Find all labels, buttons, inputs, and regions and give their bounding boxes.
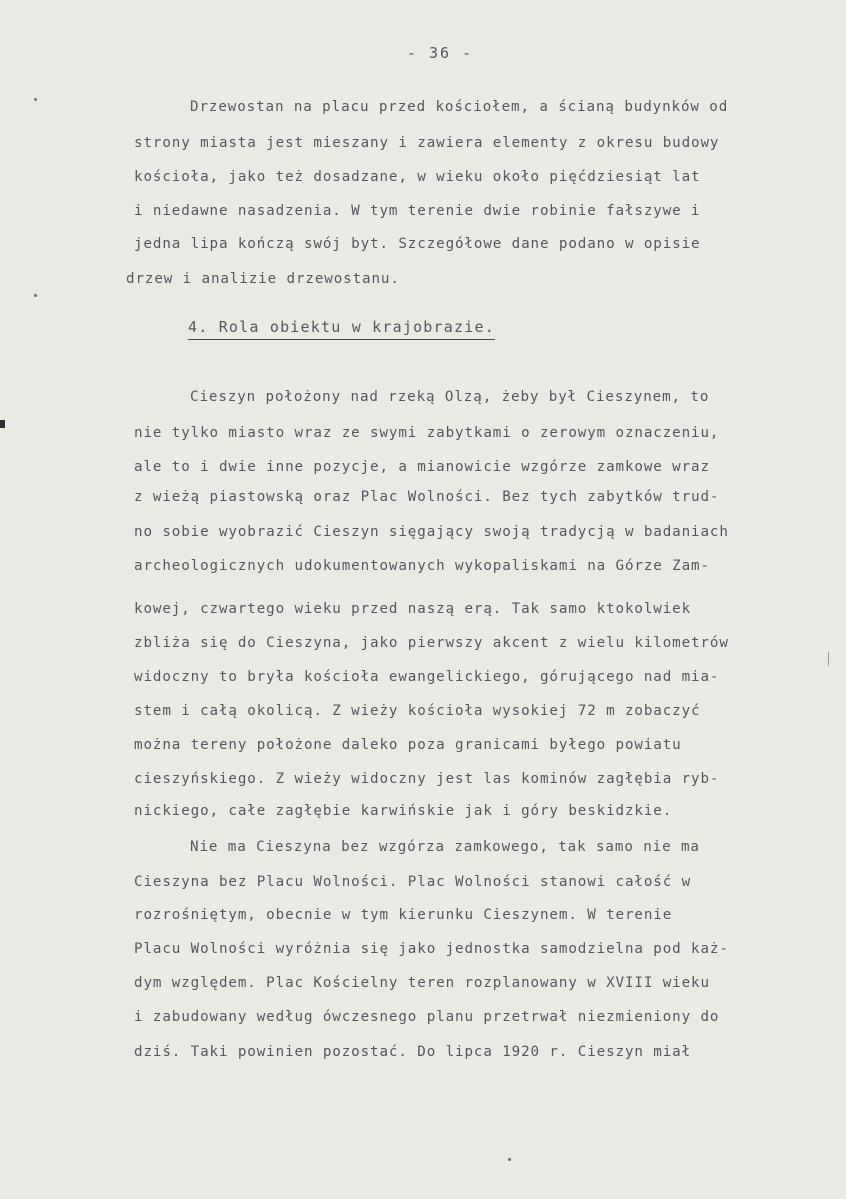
- scan-speck: [508, 1158, 511, 1161]
- paragraph1-line: strony miasta jest mieszany i zawiera elementy z okresu budowy: [134, 135, 720, 151]
- paragraph2-line: stem i całą okolicą. Z wieży kościoła wysokiej 72 m zobaczyć: [134, 703, 701, 719]
- page-number: - 36 -: [406, 44, 474, 62]
- paragraph3-line: dym względem. Plac Kościelny teren rozplanowany w XVIII wieku: [134, 975, 710, 991]
- paragraph3-line: Placu Wolności wyróżnia się jako jednostka samodzielna pod każ-: [134, 941, 729, 957]
- scan-tick-mark: [828, 652, 829, 666]
- paragraph1-line: jedna lipa kończą swój byt. Szczegółowe dane podano w opisie: [134, 236, 701, 252]
- scan-speck: [34, 294, 37, 297]
- paragraph3-line: Nie ma Cieszyna bez wzgórza zamkowego, tak samo nie ma: [190, 839, 700, 855]
- paragraph2-line: cieszyńskiego. Z wieży widoczny jest las kominów zagłębia ryb-: [134, 771, 720, 787]
- paragraph1-line: kościoła, jako też dosadzane, w wieku około pięćdziesiąt lat: [134, 169, 701, 185]
- paragraph3-line: rozrośniętym, obecnie w tym kierunku Cieszynem. W terenie: [134, 907, 673, 923]
- paragraph2-line: można tereny położone daleko poza granicami byłego powiatu: [134, 737, 682, 753]
- paragraph3-line: i zabudowany według ówczesnego planu przetrwał niezmieniony do: [134, 1009, 720, 1025]
- paragraph1-line: i niedawne nasadzenia. W tym terenie dwie robinie fałszywe i: [134, 203, 701, 219]
- scan-speck: [34, 98, 37, 101]
- paragraph2-line: ale to i dwie inne pozycje, a mianowicie wzgórze zamkowe wraz: [134, 459, 710, 475]
- paragraph1-line: drzew i analizie drzewostanu.: [126, 271, 400, 287]
- paragraph1-line: Drzewostan na placu przed kościołem, a ścianą budynków od: [190, 99, 729, 115]
- paragraph2-line: Cieszyn położony nad rzeką Olzą, żeby był Cieszynem, to: [190, 389, 710, 405]
- paragraph2-line: kowej, czwartego wieku przed naszą erą. Tak samo ktokolwiek: [134, 601, 692, 617]
- paragraph2-line: no sobie wyobrazić Cieszyn sięgający swoją tradycją w badaniach: [134, 524, 729, 540]
- scan-edge-mark: [0, 420, 5, 428]
- paragraph2-line: nickiego, całe zagłębie karwińskie jak i góry beskidzkie.: [134, 803, 673, 819]
- paragraph3-line: Cieszyna bez Placu Wolności. Plac Wolności stanowi całość w: [134, 874, 692, 890]
- paragraph2-line: z wieżą piastowską oraz Plac Wolności. Bez tych zabytków trud-: [134, 489, 720, 505]
- paragraph2-line: widoczny to bryła kościoła ewangelickiego, górującego nad mia-: [134, 669, 720, 685]
- paragraph2-line: zbliża się do Cieszyna, jako pierwszy akcent z wielu kilometrów: [134, 635, 729, 651]
- paragraph2-line: archeologicznych udokumentowanych wykopaliskami na Górze Zam-: [134, 558, 710, 574]
- section-heading: 4. Rola obiektu w krajobrazie.: [188, 318, 495, 340]
- paragraph2-line: nie tylko miasto wraz ze swymi zabytkami o zerowym oznaczeniu,: [134, 425, 720, 441]
- paragraph3-line: dziś. Taki powinien pozostać. Do lipca 1920 r. Cieszyn miał: [134, 1044, 692, 1060]
